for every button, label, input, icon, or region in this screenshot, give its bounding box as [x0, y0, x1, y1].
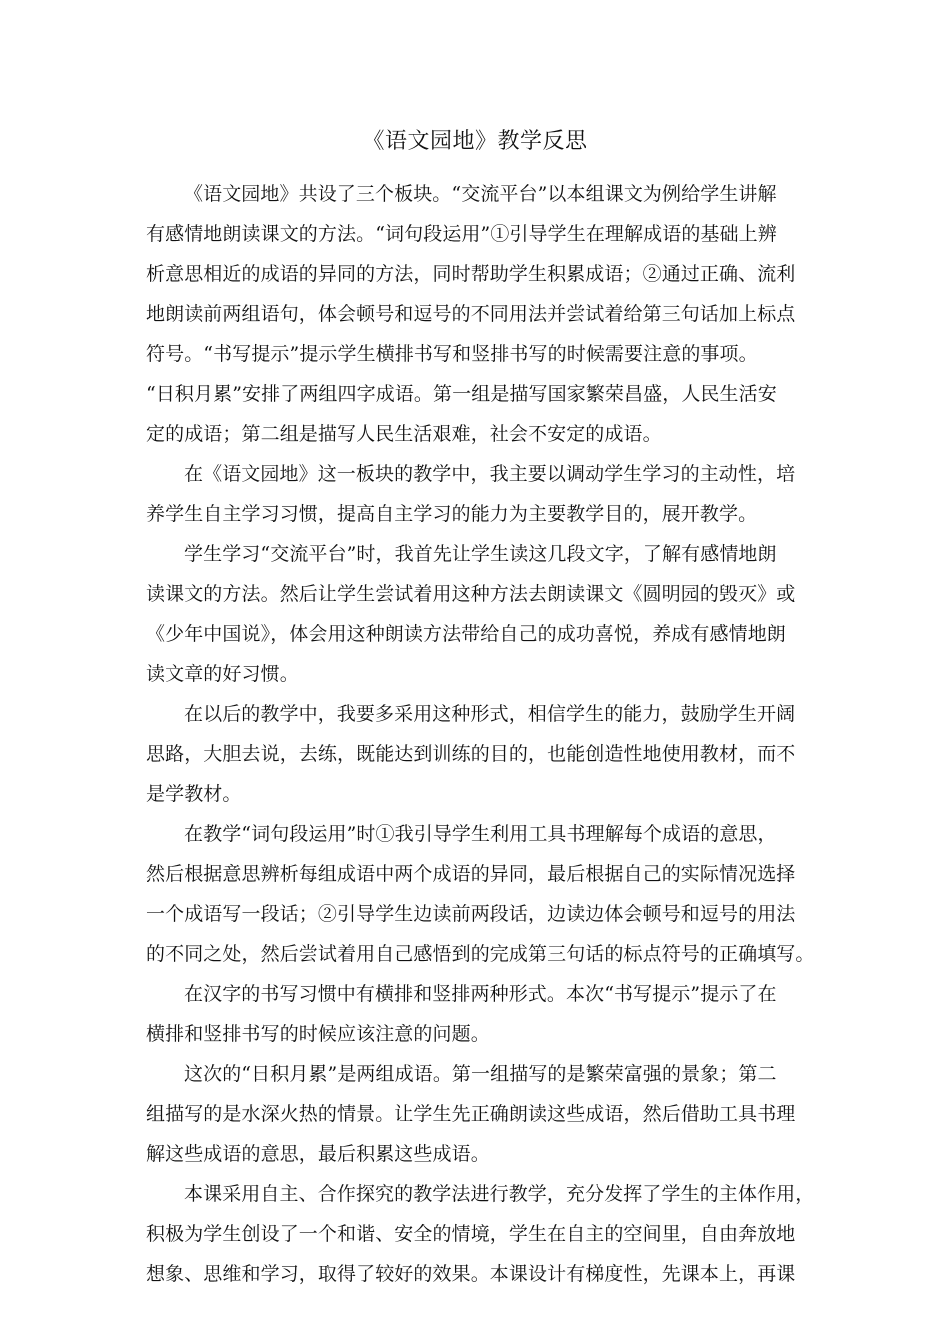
paragraph-line: “日积月累”安排了两组四字成语。第一组是描写国家繁荣昌盛，人民生活安: [146, 383, 777, 405]
paragraph-line: 定的成语；第二组是描写人民生活艰难，社会不安定的成语。: [146, 423, 662, 445]
paragraph-line: 的不同之处，然后尝试着用自己感悟到的完成第三句话的标点符号的正确填写。: [146, 943, 815, 965]
paragraph-line: 符号。“书写提示”提示学生横排书写和竖排书写的时候需要注意的事项。: [146, 343, 758, 365]
paragraph-line: 想象、思维和学习，取得了较好的效果。本课设计有梯度性，先课本上，再课: [146, 1263, 796, 1285]
paragraph-line: 《语文园地》共设了三个板块。“交流平台”以本组课文为例给学生讲解: [184, 183, 777, 205]
paragraph-line: 本课采用自主、合作探究的教学法进行教学，充分发挥了学生的主体作用，: [184, 1183, 815, 1205]
paragraph-line: 这次的“日积月累”是两组成语。第一组描写的是繁荣富强的景象；第二: [184, 1063, 777, 1085]
paragraph-line: 在《语文园地》这一板块的教学中，我主要以调动学生学习的主动性，培: [184, 463, 796, 485]
paragraph-line: 读课文的方法。然后让学生尝试着用这种方法去朗读课文《圆明园的毁灭》或: [146, 583, 796, 605]
paragraph-line: 《少年中国说》，体会用这种朗读方法带给自己的成功喜悦，养成有感情地朗: [146, 623, 786, 645]
paragraph-line: 析意思相近的成语的异同的方法，同时帮助学生积累成语；②通过正确、流利: [146, 263, 796, 285]
paragraph-line: 有感情地朗读课文的方法。“词句段运用”①引导学生在理解成语的基础上辨: [146, 223, 777, 245]
paragraph-line: 学生学习“交流平台”时，我首先让学生读这几段文字，了解有感情地朗: [184, 543, 777, 565]
paragraph-line: 组描写的是水深火热的情景。让学生先正确朗读这些成语，然后借助工具书理: [146, 1103, 796, 1125]
paragraph-line: 在汉字的书写习惯中有横排和竖排两种形式。本次“书写提示”提示了在: [184, 983, 777, 1005]
paragraph-line: 思路，大胆去说，去练，既能达到训练的目的，也能创造性地使用教材，而不: [146, 743, 796, 765]
paragraph-line: 养学生自主学习习惯，提高自主学习的能力为主要教学目的，展开教学。: [146, 503, 758, 525]
paragraph-line: 解这些成语的意思，最后积累这些成语。: [146, 1143, 490, 1165]
paragraph-line: 是学教材。: [146, 783, 242, 805]
paragraph-line: 读文章的好习惯。: [146, 663, 299, 685]
paragraph-line: 积极为学生创设了一个和谐、安全的情境，学生在自主的空间里，自由奔放地: [146, 1223, 796, 1245]
paragraph-line: 在教学“词句段运用”时①我引导学生利用工具书理解每个成语的意思，: [184, 823, 777, 845]
paragraph-line: 地朗读前两组语句，体会顿号和逗号的不同用法并尝试着给第三句话加上标点: [146, 303, 796, 325]
paragraph-line: 然后根据意思辨析每组成语中两个成语的异同，最后根据自己的实际情况选择: [146, 863, 796, 885]
document-title: 《语文园地》教学反思: [362, 129, 588, 154]
paragraph-line: 横排和竖排书写的时候应该注意的问题。: [146, 1023, 490, 1045]
paragraph-line: 在以后的教学中，我要多采用这种形式，相信学生的能力，鼓励学生开阔: [184, 703, 796, 725]
paragraph-line: 一个成语写一段话；②引导学生边读前两段话，边读边体会顿号和逗号的用法: [146, 903, 796, 925]
document-body: [146, 174, 815, 1294]
